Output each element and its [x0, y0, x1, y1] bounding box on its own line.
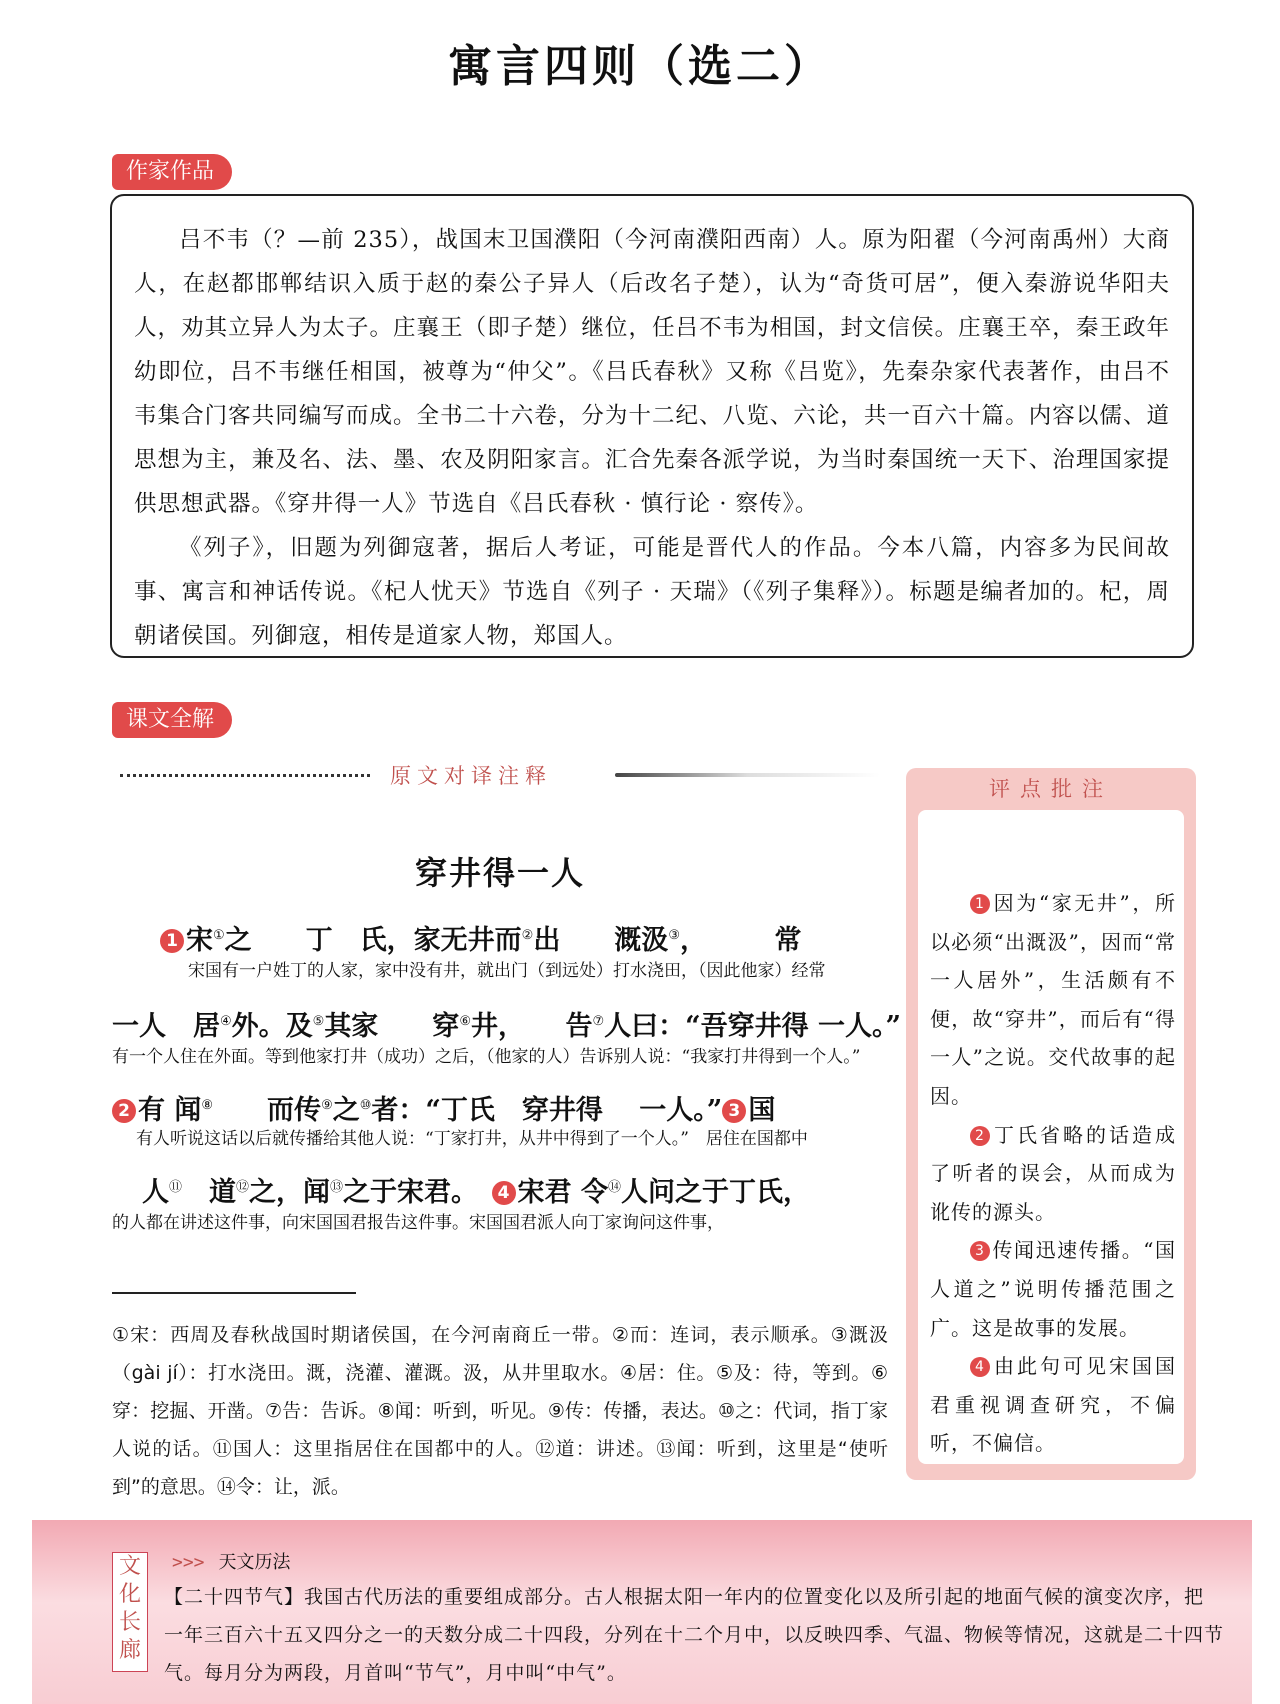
original-text: 井， 告 [470, 1011, 593, 1042]
translation-line: 有人听说这话以后就传播给其他人说：“丁家打井，从井中得到了一个人。” 居住在国都中 [136, 1129, 808, 1149]
dotted-divider [120, 774, 370, 777]
original-line [112, 1088, 775, 1127]
fade-divider [615, 773, 880, 777]
culture-corridor [32, 1520, 1252, 1704]
section-tag-author-label: 作家作品 [126, 159, 215, 184]
translation-line: 的人都在讲述这件事，向宋国国君报告这件事。宋国国君派人向丁家询问这件事， [112, 1213, 724, 1233]
footnote-ref: ⑩ [359, 1098, 372, 1113]
commentary-list [930, 884, 1176, 1463]
footnote-ref: ⑨ [321, 1098, 333, 1113]
footnote-ref: ③ [668, 928, 680, 943]
culture-topic: 天文历法 [218, 1552, 291, 1573]
section-tag-text [112, 702, 232, 738]
marker-badge: 1 [970, 894, 990, 914]
footnote-ref: ⑥ [459, 1014, 471, 1029]
translation-line: 有一个人住在外面。等到他家打井（成功）之后，（他家的人）告诉别人说：“我家打井得到一个人。” [112, 1047, 861, 1067]
footnote-text: ①宋：西周及春秋战国时期诸侯国，在今河南商丘一带。②而：连词，表示顺承。③溉汲（gài jí）：打水浇田。溉，浇灌、灌溉。汲，从井里取水。④居：住。⑤及：待，等到。⑥穿：挖掘、开凿。⑦告：告诉。⑧闻：听到，听见。⑨传：传播，表达。⑩之：代词，指丁家人说的话。⑪国人：这里指居住在国都中的人。⑫道：讲述。⑬闻：听到，这里是“使听到”的意思。⑭令：让，派。 [112, 1324, 888, 1498]
commentary-item [930, 1347, 1176, 1463]
original-text: 一人 居 [112, 1011, 220, 1042]
original-text: 之 丁 氏，家无井而 [224, 925, 522, 956]
original-text: 宋 [186, 925, 213, 956]
commentary-item [930, 884, 1176, 1116]
page-title: 寓言四则（选二） [448, 41, 832, 92]
translation-line: 宋国有一户姓丁的人家，家中没有井，就出门（到远处）打水浇田，（因此他家）经常 [188, 961, 826, 981]
subheading-bar [120, 760, 880, 790]
culture-body [164, 1578, 1224, 1692]
commentary-item [930, 1116, 1176, 1232]
marker-badge: 4 [970, 1357, 990, 1377]
marker-badge: 2 [970, 1126, 990, 1146]
commentary-sidebar [906, 768, 1196, 1480]
original-text: 宋君 令 [517, 1177, 608, 1208]
original-text: 之，闻 [249, 1177, 331, 1208]
commentary-text: 传闻迅速传播。“国人道之”说明传播范围之广。这是故事的发展。 [930, 1238, 1176, 1340]
original-text: 国 [748, 1095, 776, 1126]
original-text: 之 [332, 1095, 360, 1126]
original-text: 有 闻 [138, 1095, 202, 1126]
footnote-ref: ② [521, 928, 534, 943]
culture-topic-row [172, 1548, 291, 1574]
original-line [112, 1004, 901, 1043]
author-paragraph: 《列子》，旧题为列御寇著，据后人考证，可能是晋代人的作品。今本八篇，内容多为民间故事、寓言和神话传说。《杞人忧天》节选自《列子 · 天瑞》（《列子集释》）。标题是编者加的。杞，周朝诸侯国。列御寇，相传是道家人物，郑国人。 [134, 535, 1170, 649]
footnote-ref: ⑦ [592, 1014, 605, 1029]
footnote-ref: ⑪ [169, 1180, 183, 1195]
footnote-ref: ④ [220, 1014, 232, 1029]
original-text: 外。及 [231, 1011, 313, 1042]
original-text: 人 [142, 1177, 169, 1208]
footnote-ref: ⑬ [330, 1180, 344, 1195]
marker-badge: 2 [112, 1099, 136, 1123]
footnote-ref: ⑭ [607, 1180, 621, 1195]
footnote-ref: ⑧ [201, 1098, 214, 1113]
section-tag-text-label: 课文全解 [126, 707, 215, 732]
commentary-text: 由此句可见宋国国君重视调查研究，不偏听，不偏信。 [930, 1354, 1176, 1456]
original-line [160, 918, 801, 957]
original-text: 人曰：“吾穿井得 一人。” [604, 1011, 902, 1042]
footnotes [112, 1316, 888, 1506]
subheading-label: 原文对译注释 [390, 764, 552, 788]
original-text: 道 [182, 1177, 237, 1208]
original-text: 者：“丁氏 穿井得 一人。” [371, 1095, 723, 1126]
commentary-heading: 评点批注 [989, 777, 1113, 801]
commentary-item [930, 1231, 1176, 1347]
original-text: 人问之于丁氏， [620, 1177, 810, 1208]
culture-text: 我国古代历法的重要组成部分。古人根据太阳一年内的位置变化以及所引起的地面气候的演变次序，把一年三百六十五又四分之一的天数分成二十四段，分列在十二个月中，以反映四季、气温、物候等情况，这就是二十四节气。每月分为两段，月首叫“节气”，月中叫“中气”。 [164, 1586, 1225, 1684]
passage-title: 穿井得一人 [414, 854, 585, 892]
section-tag-author [112, 154, 232, 190]
footnote-ref: ① [213, 928, 225, 943]
marker-badge: 3 [722, 1099, 746, 1123]
original-text: 其家 穿 [324, 1011, 460, 1042]
original-text: 出 溉汲 [533, 925, 669, 956]
commentary-text: 丁氏省略的话造成了听者的误会，从而成为讹传的源头。 [930, 1122, 1176, 1224]
culture-label: 文化长廊 [112, 1552, 148, 1672]
author-intro-box [110, 194, 1194, 658]
marker-badge: 4 [492, 1181, 516, 1205]
original-line [142, 1170, 810, 1209]
footnote-divider [112, 1292, 356, 1294]
original-text: 而传 [213, 1095, 322, 1126]
marker-badge: 3 [970, 1241, 990, 1261]
author-paragraph: 吕不韦（？—前 235），战国末卫国濮阳（今河南濮阳西南）人。原为阳翟（今河南禹州）大商人，在赵都邯郸结识入质于赵的秦公子异人（后改名子楚），认为“奇货可居”，便入秦游说华阳夫人，劝其立异人为太子。庄襄王（即子楚）继位，任吕不韦为相国，封文信侯。庄襄王卒，秦王政年幼即位，吕不韦继任相国，被尊为“仲父”。《吕氏春秋》又称《吕览》，先秦杂家代表著作，由吕不韦集合门客共同编写而成。全书二十六卷，分为十二纪、八览、六论，共一百六十篇。内容以儒、道思想为主，兼及名、法、墨、农及阴阳家言。汇合先秦各派学说，为当时秦国统一天下、治理国家提供思想武器。《穿井得一人》节选自《吕氏春秋 · 慎行论 · 察传》。 [134, 227, 1170, 517]
marker-badge: 1 [160, 929, 184, 953]
footnote-ref: ⑫ [236, 1180, 250, 1195]
commentary-panel [918, 810, 1184, 1464]
commentary-text: 因为“家无井”，所以必须“出溉汲”，因而“常一人居外”，生活颇有不便，故“穿井”，而后有“得一人”之说。交代故事的起因。 [930, 891, 1176, 1108]
original-text: ， 常 [679, 925, 802, 956]
culture-term: 【二十四节气】 [164, 1586, 305, 1608]
footnote-ref: ⑤ [312, 1014, 325, 1029]
arrows-icon: >>> [172, 1552, 205, 1573]
original-text: 之于宋君。 [343, 1177, 492, 1208]
